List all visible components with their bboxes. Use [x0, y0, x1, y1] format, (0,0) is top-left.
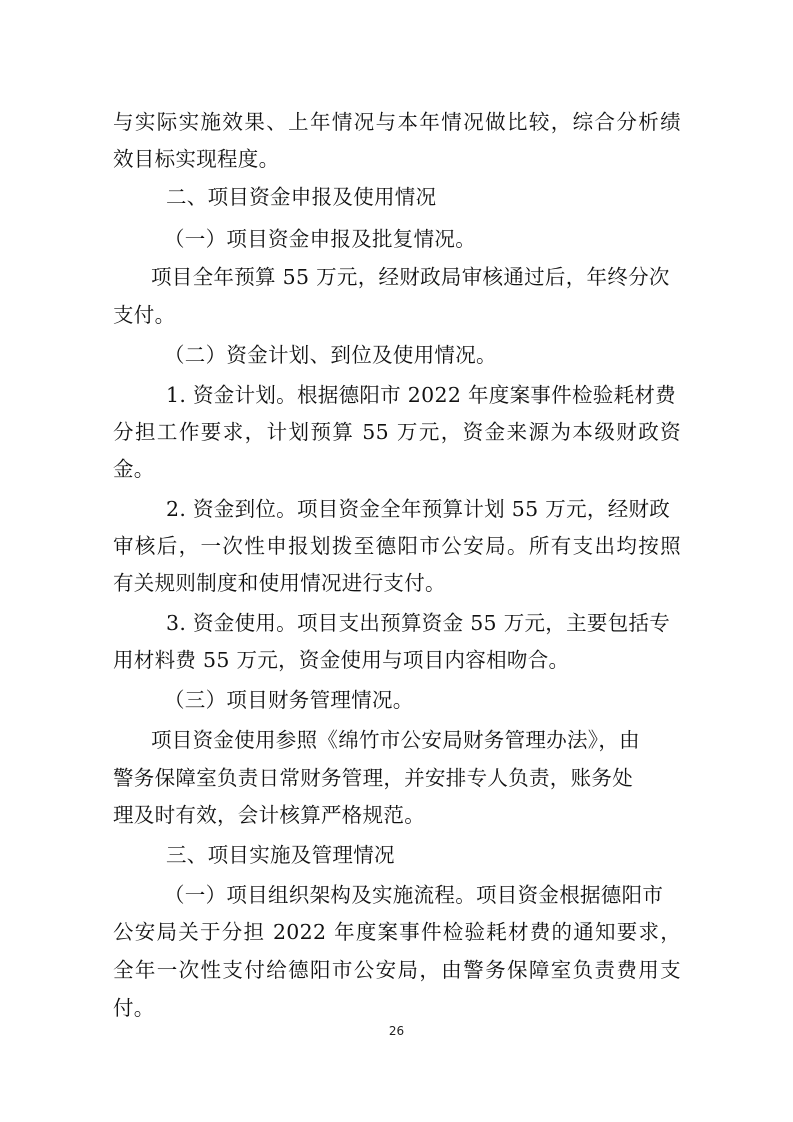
subsection-heading: （一）项目组织架构及实施流程。项目资金根据德阳市 [164, 883, 664, 907]
body-line: 理及时有效，会计核算严格规范。 [113, 803, 425, 827]
subsection-heading: （一）项目资金申报及批复情况。 [164, 227, 476, 251]
body-line: 金。 [113, 457, 155, 481]
body-line: 分担工作要求，计划预算 55 万元，资金来源为本级财政资 [113, 420, 681, 444]
body-line: 支付。 [113, 303, 176, 327]
subsection-heading: （二）资金计划、到位及使用情况。 [164, 343, 497, 367]
body-line: 审核后，一次性申报划拨至德阳市公安局。所有支出均按照 [113, 534, 681, 558]
body-line: 项目资金使用参照《绵竹市公安局财务管理办法》，由 [151, 728, 640, 752]
body-line: 3. 资金使用。项目支出预算资金 55 万元，主要包括专 [166, 611, 671, 635]
section-heading: 三、项目实施及管理情况 [166, 843, 395, 867]
body-line: 效目标实现程度。 [113, 147, 280, 171]
body-line: 2. 资金到位。项目资金全年预算计划 55 万元，经财政 [166, 497, 671, 521]
section-heading: 二、项目资金申报及使用情况 [166, 185, 437, 209]
page-number: 26 [388, 1024, 405, 1038]
body-line: 全年一次性支付给德阳市公安局，由警务保障室负责费用支 [113, 958, 681, 982]
body-line: 警务保障室负责日常财务管理，并安排专人负责，账务处 [113, 766, 633, 790]
body-line: 与实际实施效果、上年情况与本年情况做比较，综合分析绩 [113, 110, 681, 134]
body-line: 用材料费 55 万元，资金使用与项目内容相吻合。 [113, 648, 570, 672]
subsection-heading: （三）项目财务管理情况。 [164, 688, 414, 712]
body-line: 1. 资金计划。根据德阳市 2022 年度案事件检验耗材费 [166, 383, 676, 407]
body-line: 公安局关于分担 2022 年度案事件检验耗材费的通知要求， [113, 920, 681, 944]
body-line: 付。 [113, 996, 155, 1020]
body-line: 有关规则制度和使用情况进行支付。 [113, 571, 446, 595]
body-line: 项目全年预算 55 万元，经财政局审核通过后，年终分次 [151, 265, 670, 289]
